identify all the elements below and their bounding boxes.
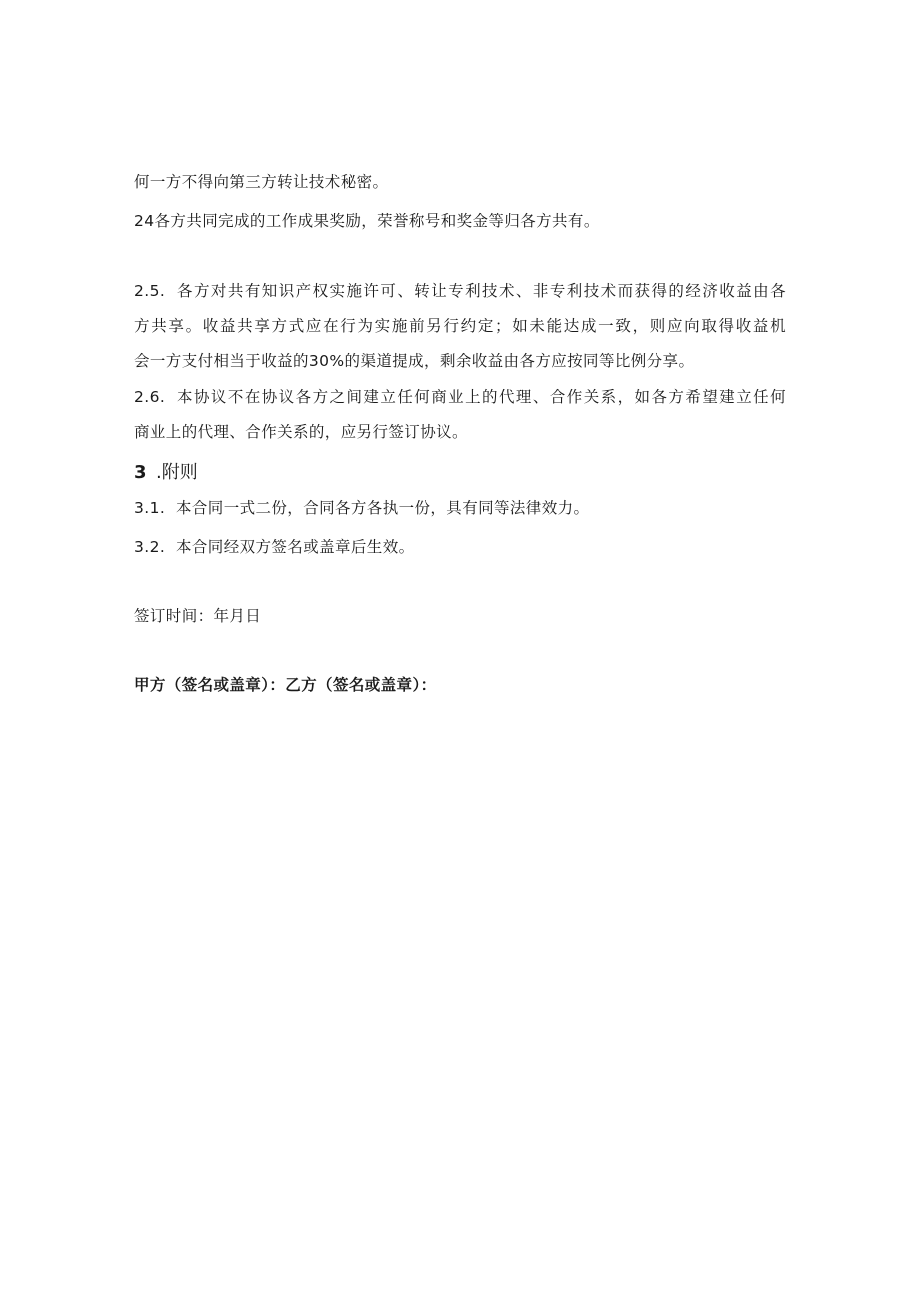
section-3-heading: [134, 462, 198, 484]
clause-3-2: [134, 537, 415, 557]
signing-date: 签订时间：年月日: [134, 607, 262, 625]
clause-2-5-line-3: 会一方支付相当于收益的30%的渠道提成，剩余收益由各方应按同等比例分享。: [134, 352, 695, 370]
clause-2-6-line-1: [134, 387, 786, 407]
clause-2-6-line-2: 商业上的代理、合作关系的，应另行签订协议。: [134, 423, 468, 441]
clause-2-5-line-2: 方共享。收益共享方式应在行为实施前另行约定；如未能达成一致，则应向取得收益机: [134, 317, 786, 335]
section-number: 3: [134, 462, 147, 483]
clause-text: 本合同经双方签名或盖章后生效。: [176, 538, 415, 556]
clause-2-5-line-1: [134, 281, 786, 301]
clause-3-1: [134, 498, 589, 518]
clause-2-4: 24各方共同完成的工作成果奖励，荣誉称号和奖金等归各方共有。: [134, 212, 600, 230]
section-title: .附则: [156, 462, 198, 483]
clause-number: 3.2.: [134, 538, 166, 556]
clause-number: 2.5.: [134, 282, 166, 300]
clause-text: 本协议不在协议各方之间建立任何商业上的代理、合作关系，如各方希望建立任何: [176, 388, 786, 406]
party-signatures: 甲方（签名或盖章）：乙方（签名或盖章）：: [134, 676, 437, 694]
clause-number: 2.6.: [134, 388, 166, 406]
clause-text: 各方对共有知识产权实施许可、转让专利技术、非专利技术而获得的经济收益由各: [176, 282, 786, 300]
clause-number: 3.1.: [134, 499, 166, 517]
clause-text: 本合同一式二份，合同各方各执一份，具有同等法律效力。: [176, 499, 590, 517]
clause-2-3-continuation: 何一方不得向第三方转让技术秘密。: [134, 173, 389, 191]
